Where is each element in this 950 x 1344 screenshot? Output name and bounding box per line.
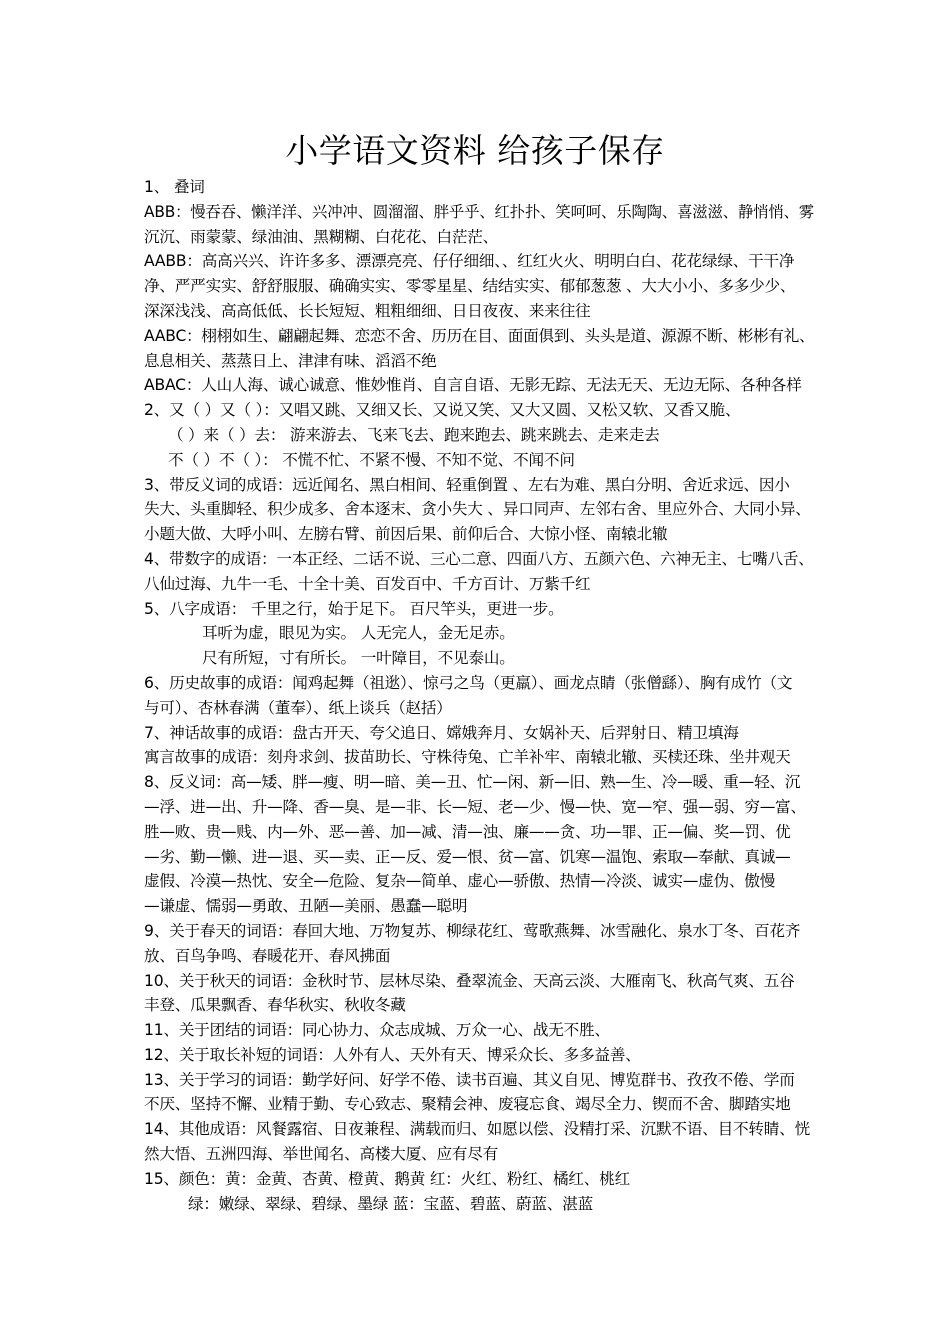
text-line: 然大悟、五洲四海、举世闻名、高楼大厦、应有尽有 — [144, 1145, 499, 1164]
text-line: 15、颜色：黄：金黄、杏黄、橙黄、鹅黄 红：火红、粉红、橘红、桃红 — [144, 1169, 631, 1188]
text-line: 不厌、坚持不懈、业精于勤、专心致志、聚精会神、废寝忘食、竭尽全力、锲而不舍、脚踏实地 — [144, 1095, 791, 1114]
text-line: 3、带反义词的成语：远近闻名、黑白相间、轻重倒置 、左右为难、黑白分明、舍近求远、因小 — [144, 475, 790, 494]
text-line: 沉沉、雨蒙蒙、绿油油、黑糊糊、白花花、白茫茫、 — [144, 227, 499, 246]
text-line: 14、其他成语：风餐露宿、日夜兼程、满载而归、如愿以偿、没精打采、沉默不语、目不转睛、恍 — [144, 1120, 810, 1139]
text-line: （ ）来（ ）去： 游来游去、飞来飞去、跑来跑去、跳来跳去、走来走去 — [168, 425, 660, 444]
section-heading: 1、 叠词 — [144, 178, 205, 196]
text-line: 放、百鸟争鸣、春暖花开、春风拂面 — [144, 946, 391, 965]
text-line: 不（ ）不（ ）： 不慌不忙、不紧不慢、不知不觉、不闻不问 — [168, 450, 575, 469]
text-line: 深深浅浅、高高低低、长长短短、粗粗细细、日日夜夜、来来往往 — [144, 301, 591, 320]
text-line: 八仙过海、九牛一毛、十全十美、百发百中、千方百计、万紫千红 — [144, 574, 591, 593]
text-line: —劣、勤—懒、进—退、买—卖、正—反、爱—恨、贫—富、饥寒—温饱、索取—奉献、真诚— — [144, 847, 791, 866]
text-line: 12、关于取长补短的词语：人外有人、天外有天、博采众长、多多益善、 — [144, 1045, 641, 1064]
text-line: 虚假、冷漠—热忱、安全—危险、复杂—简单、虚心—骄傲、热情—冷淡、诚实—虚伪、傲慢 — [144, 872, 776, 891]
text-line: 净、严严实实、舒舒服服、确确实实、零零星星、结结实实、郁郁葱葱 、大大小小、多多少少、 — [144, 277, 796, 296]
text-line: 绿：嫩绿、翠绿、碧绿、墨绿 蓝：宝蓝、碧蓝、蔚蓝、湛蓝 — [188, 1194, 593, 1213]
text-line: 息息相关、蒸蒸日上、津津有味、滔滔不绝 — [144, 351, 437, 370]
text-line: 寓言故事的成语：刻舟求剑、拔苗助长、守株待兔、亡羊补牢、南辕北辙、买椟还珠、坐井观天 — [144, 748, 791, 767]
text-line: 失大、头重脚轻、积少成多、舍本逐末、贪小失大 、异口同声、左邻右舍、里应外合、大同小异、 — [144, 500, 811, 519]
text-line: 4、带数字的成语：一本正经、二话不说、三心二意、四面八方、五颜六色、六神无主、七嘴八舌、 — [144, 549, 814, 568]
text-line: ABB：慢吞吞、懒洋洋、兴冲冲、圆溜溜、胖乎乎、红扑扑、笑呵呵、乐陶陶、喜滋滋、静悄悄、雾 — [144, 202, 815, 221]
text-line: 6、历史故事的成语：闻鸡起舞（祖逖）、惊弓之鸟（更羸）、画龙点睛（张僧繇）、胸有成竹（文 — [144, 673, 793, 692]
text-line: AABB：高高兴兴、许许多多、漂漂亮亮、仔仔细细、、红红火火、明明白白、花花绿绿、干干净 — [144, 252, 795, 271]
text-line: 小题大做、大呼小叫、左膀右臂、前因后果、前仰后合、大惊小怪、南辕北辙 — [144, 525, 668, 544]
text-line: 胜—败、贵—贱、内—外、恶—善、加—减、清—浊、廉——贪、功—罪、正—偏、奖—罚、优 — [144, 822, 791, 841]
text-line: 8、反义词：高—矮、胖—瘦、明—暗、美—丑、忙—闲、新—旧、熟—生、冷—暖、重—轻、沉 — [144, 773, 801, 792]
text-line: —浮、进—出、升—降、香—臭、是—非、长—短、老—少、慢—快、宽—窄、强—弱、穷—富、 — [144, 797, 806, 816]
text-line: 耳听为虚，眼见为实。 人无完人，金无足赤。 — [202, 624, 515, 643]
text-line: 11、关于团结的词语：同心协力、众志成城、万众一心、战无不胜、 — [144, 1021, 610, 1040]
document-title: 小学语文资料 给孩子保存 — [285, 131, 665, 170]
text-line: AABC：栩栩如生、翩翩起舞、恋恋不舍、历历在目、面面俱到、头头是道、源源不断、彬彬有礼、 — [144, 326, 815, 345]
text-line: 与可）、杏林春满（董奉）、纸上谈兵（赵括） — [144, 698, 452, 717]
text-line: 9、关于春天的词语：春回大地、万物复苏、柳绿花红、莺歌燕舞、冰雪融化、泉水丁冬、百花齐 — [144, 921, 801, 940]
text-line: 5、八字成语： 千里之行，始于足下。 百尺竿头，更进一步。 — [144, 599, 564, 618]
text-line: 7、神话故事的成语：盘古开天、夸父追日、嫦娥奔月、女娲补天、后羿射日、精卫填海 — [144, 723, 739, 742]
document-body — [144, 175, 814, 1216]
text-line: 2、又（ ）又（ ）：又唱又跳、又细又长、又说又笑、又大又圆、又松又软、又香又脆、 — [144, 401, 741, 420]
text-line: 10、关于秋天的词语：金秋时节、层林尽染、叠翠流金、天高云淡、大雁南飞、秋高气爽、五谷 — [144, 971, 795, 990]
text-line: 13、关于学习的词语：勤学好问、好学不倦、读书百遍、其义自见、博览群书、孜孜不倦、学而 — [144, 1070, 795, 1089]
text-line: ABAC：人山人海、诚心诚意、惟妙惟肖、自言自语、无影无踪、无法无天、无边无际、各种各样 — [144, 376, 802, 395]
text-line: —谦虚、懦弱—勇敢、丑陋—美丽、愚蠢—聪明 — [144, 897, 468, 916]
text-line: 丰登、瓜果飘香、春华秋实、秋收冬藏 — [144, 996, 406, 1015]
text-line: 尺有所短，寸有所长。 一叶障目，不见泰山。 — [202, 649, 515, 668]
